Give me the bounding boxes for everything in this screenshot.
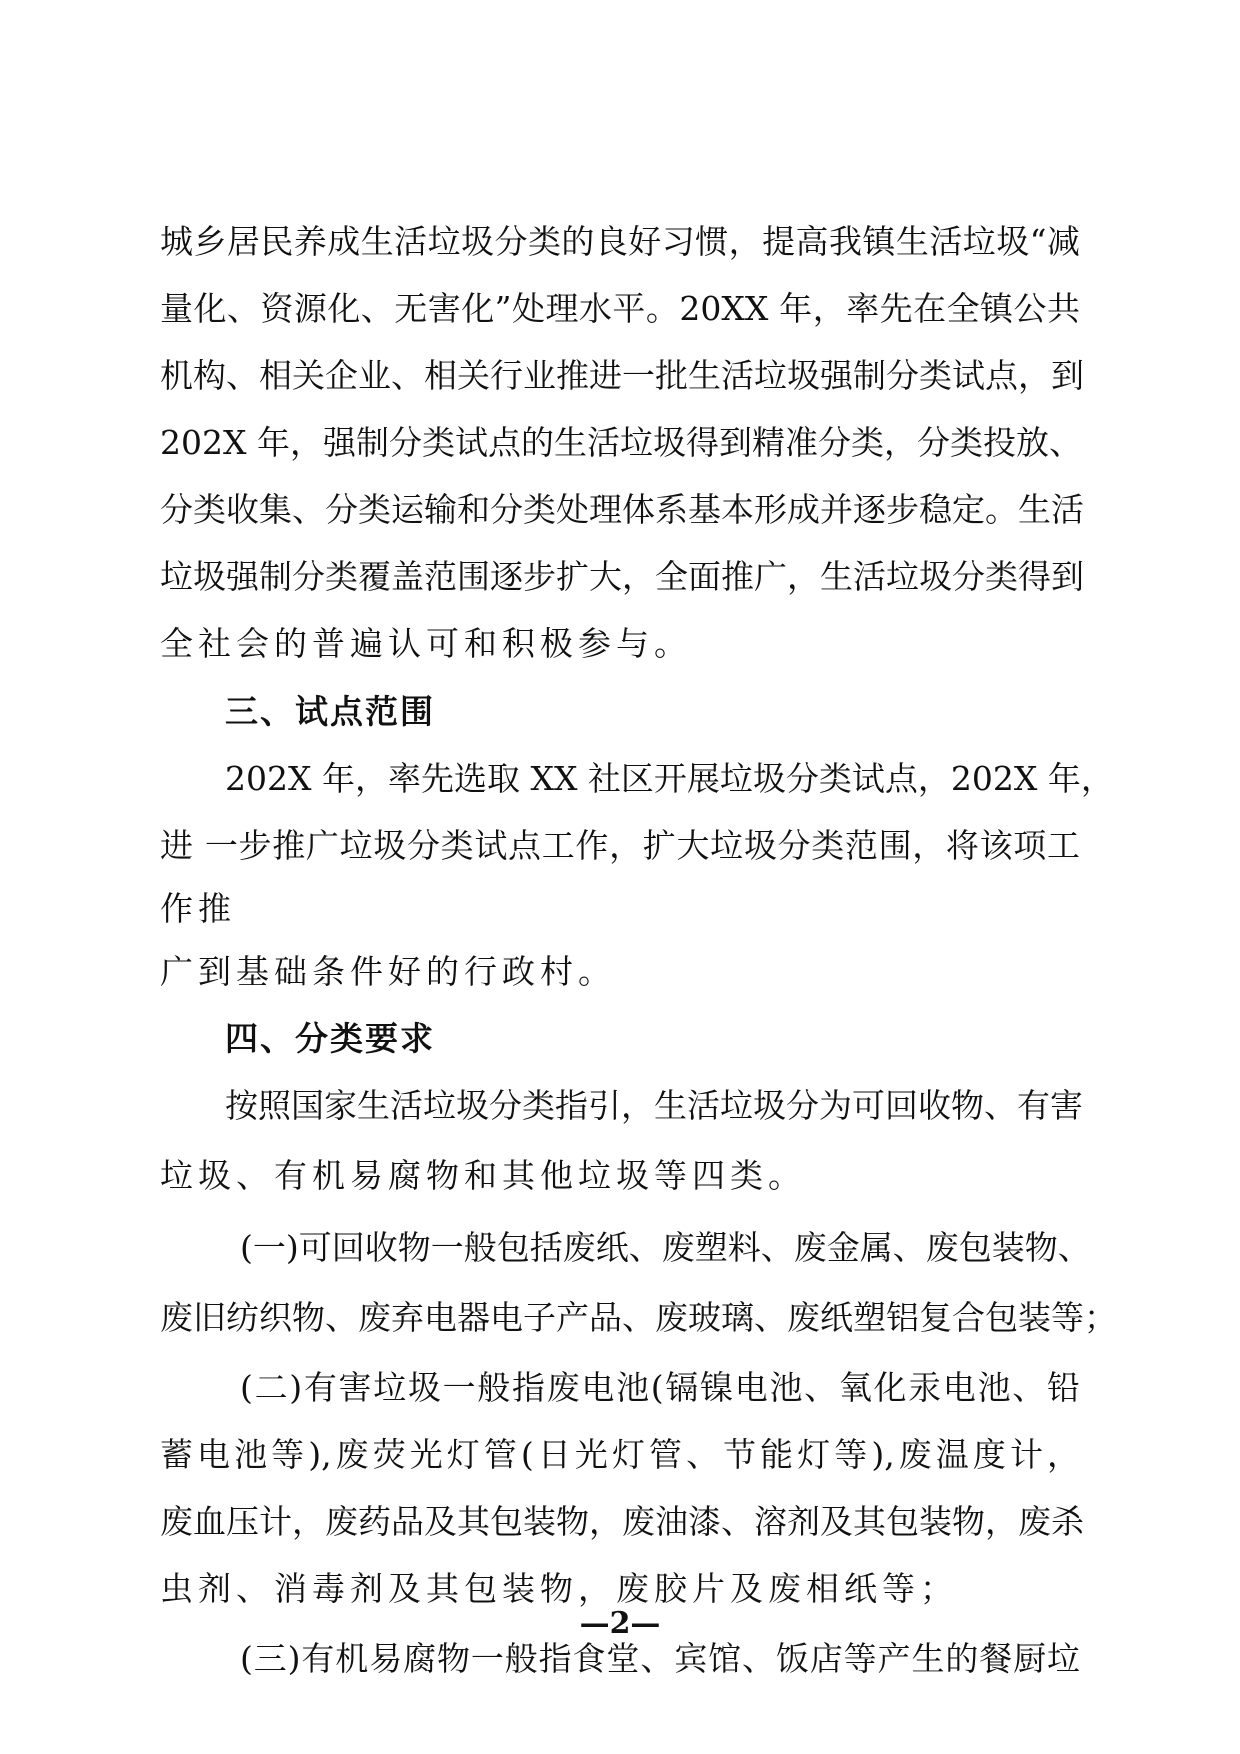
- body-text-line: 机构、相关企业、相关行业推进一批生活垃圾强制分类试点，到: [160, 356, 1084, 395]
- list-item-line: 废旧纺织物、废弃电器电子产品、废玻璃、废纸塑铝复合包装等；: [160, 1298, 1117, 1337]
- list-item-line: (二)有害垃圾一般指废电池(镉镍电池、氧化汞电池、铅: [240, 1368, 1080, 1407]
- section-heading-pilot-scope: 三、试点范围: [225, 692, 435, 731]
- body-text-line: 城乡居民养成生活垃圾分类的良好习惯，提高我镇生活垃圾“减: [160, 222, 1080, 261]
- list-item-line: (三)有机易腐物一般指食堂、宾馆、饭店等产生的餐厨垃: [240, 1639, 1080, 1678]
- body-text-line: 量化、资源化、无害化”处理水平。20XX 年，率先在全镇公共: [160, 289, 1080, 328]
- list-item-line: 虫剂、消毒剂及其包装物，废胶片及废相纸等；: [160, 1569, 958, 1608]
- body-text-line: 广到基础条件好的行政村。: [160, 952, 616, 991]
- body-text-line: 垃圾强制分类覆盖范围逐步扩大，全面推广，生活垃圾分类得到: [160, 557, 1084, 596]
- body-text-line: 全社会的普遍认可和积极参与。: [160, 624, 692, 663]
- body-text-line: 按照国家生活垃圾分类指引，生活垃圾分为可回收物、有害: [225, 1086, 1083, 1125]
- list-item-line: 蓄电池等),废荧光灯管(日光灯管、节能灯等),废温度计，: [160, 1435, 1080, 1474]
- list-item-line: (一)可回收物一般包括废纸、废塑料、废金属、废包装物、: [240, 1228, 1091, 1267]
- body-text-line: 进 一步推广垃圾分类试点工作，扩大垃圾分类范围，将该项工: [160, 826, 1080, 865]
- body-text-line: 分类收集、分类运输和分类处理体系基本形成并逐步稳定。生活: [160, 490, 1084, 529]
- section-heading-classification-requirements: 四、分类要求: [225, 1019, 435, 1058]
- body-text-line: 202X 年，强制分类试点的生活垃圾得到精准分类，分类投放、: [160, 423, 1082, 462]
- body-text-line: 垃圾、有机易腐物和其他垃圾等四类。: [160, 1156, 806, 1195]
- body-text-line: 作推: [160, 889, 236, 928]
- body-text-line: 202X 年，率先选取 XX 社区开展垃圾分类试点，202X 年，: [225, 759, 1114, 798]
- page-number: —2—: [579, 1606, 661, 1641]
- list-item-line: 废血压计，废药品及其包装物，废油漆、溶剂及其包装物，废杀: [160, 1502, 1084, 1541]
